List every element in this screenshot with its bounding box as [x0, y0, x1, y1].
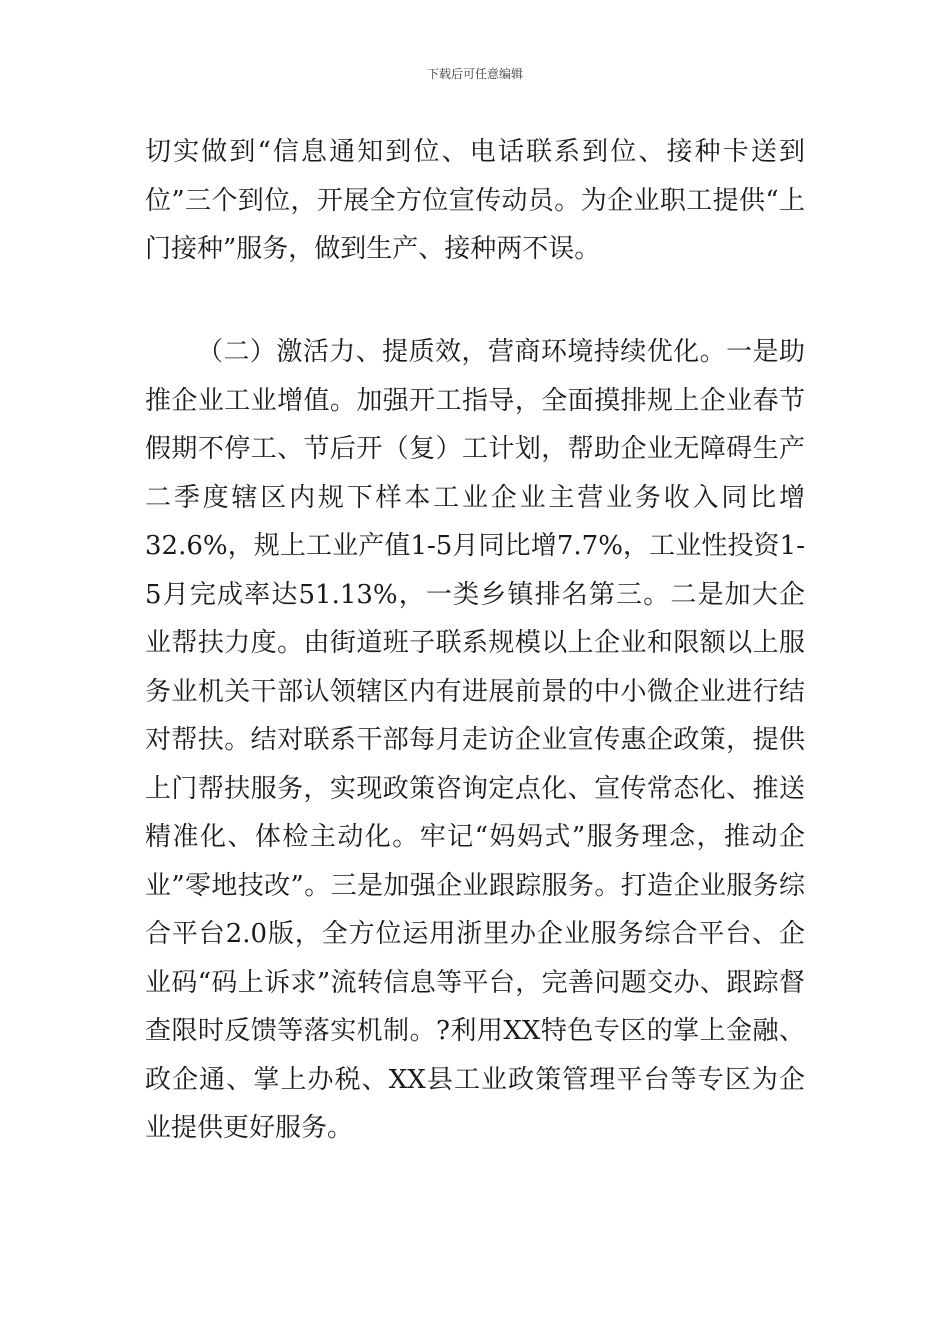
body-paragraph-section-2: （二）激活力、提质效，营商环境持续优化。一是助推企业工业增值。加强开工指导，全面摸排规上企业春节假期不停工、节后开（复）工计划，帮助企业无障碍生产二季度辖区内规下样本工业企业主营业务收入同比增32.6%，规上工业产值1-5月同比增7.7%，工业性投资1-5月完成率达51.13%，一类乡镇排名第三。二是加大企业帮扶力度。由街道班子联系规模以上企业和限额以上服务业机关干部认领辖区内有进展前景的中小微企业进行结对帮扶。结对联系干部每月走访企业宣传惠企政策，提供上门帮扶服务，实现政策咨询定点化、宣传常态化、推送精准化、体检主动化。牢记“妈妈式”服务理念，推动企业”零地技改”。三是加强企业跟踪服务。打造企业服务综合平台2.0版，全方位运用浙里办企业服务综合平台、企业码“码上诉求”流转信息等平台，完善问题交办、跟踪督查限时反馈等落实机制。?利用XX特色专区的掌上金融、政企通、掌上办税、XX县工业政策管理平台等专区为企业提供更好服务。: [145, 337, 805, 1143]
body-paragraph-continuation: 切实做到“信息通知到位、电话联系到位、接种卡送到位”三个到位，开展全方位宣传动员。为企业职工提供“上门接种”服务，做到生产、接种两不误。: [145, 137, 805, 264]
page-header-note: 下载后可任意编辑: [426, 67, 523, 81]
